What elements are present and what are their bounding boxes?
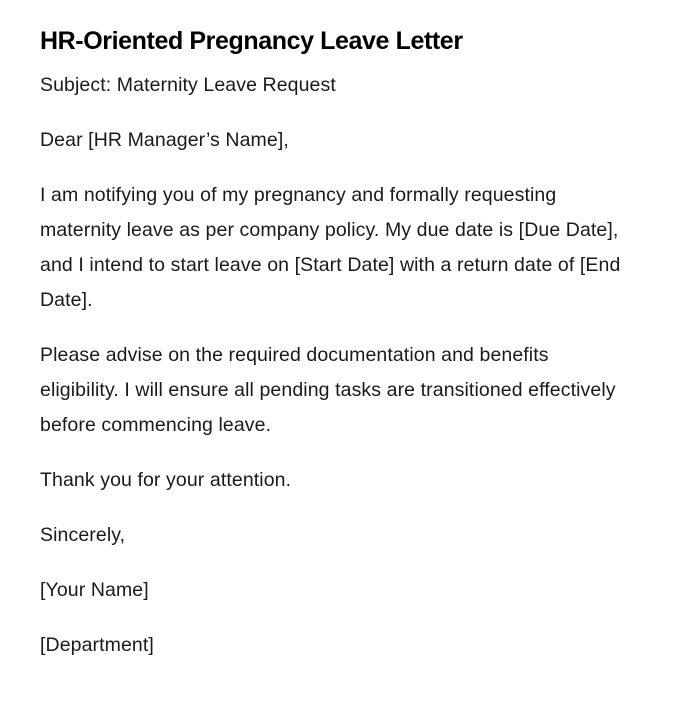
letter-closing-note: Thank you for your attention.	[40, 469, 292, 491]
letter-salutation: Dear [HR Manager’s Name],	[40, 129, 289, 151]
signature-name: [Your Name]	[40, 579, 149, 601]
letter-paragraph-documentation: Please advise on the required documentation and benefits eligibility. I will ensure all pending tasks are transitioned effectively before commencing leave.	[40, 344, 616, 436]
letter-sign-off: Sincerely,	[40, 524, 126, 546]
signature-department: [Department]	[40, 634, 154, 656]
letter-paragraph-notification: I am notifying you of my pregnancy and formally requesting maternity leave as per company policy. My due date is [Due Date], and I intend to start leave on [Start Date] with a return date of [End Date].	[40, 184, 621, 311]
letter-subject: Subject: Maternity Leave Request	[40, 74, 336, 96]
letter-title: HR-Oriented Pregnancy Leave Letter	[40, 27, 463, 55]
